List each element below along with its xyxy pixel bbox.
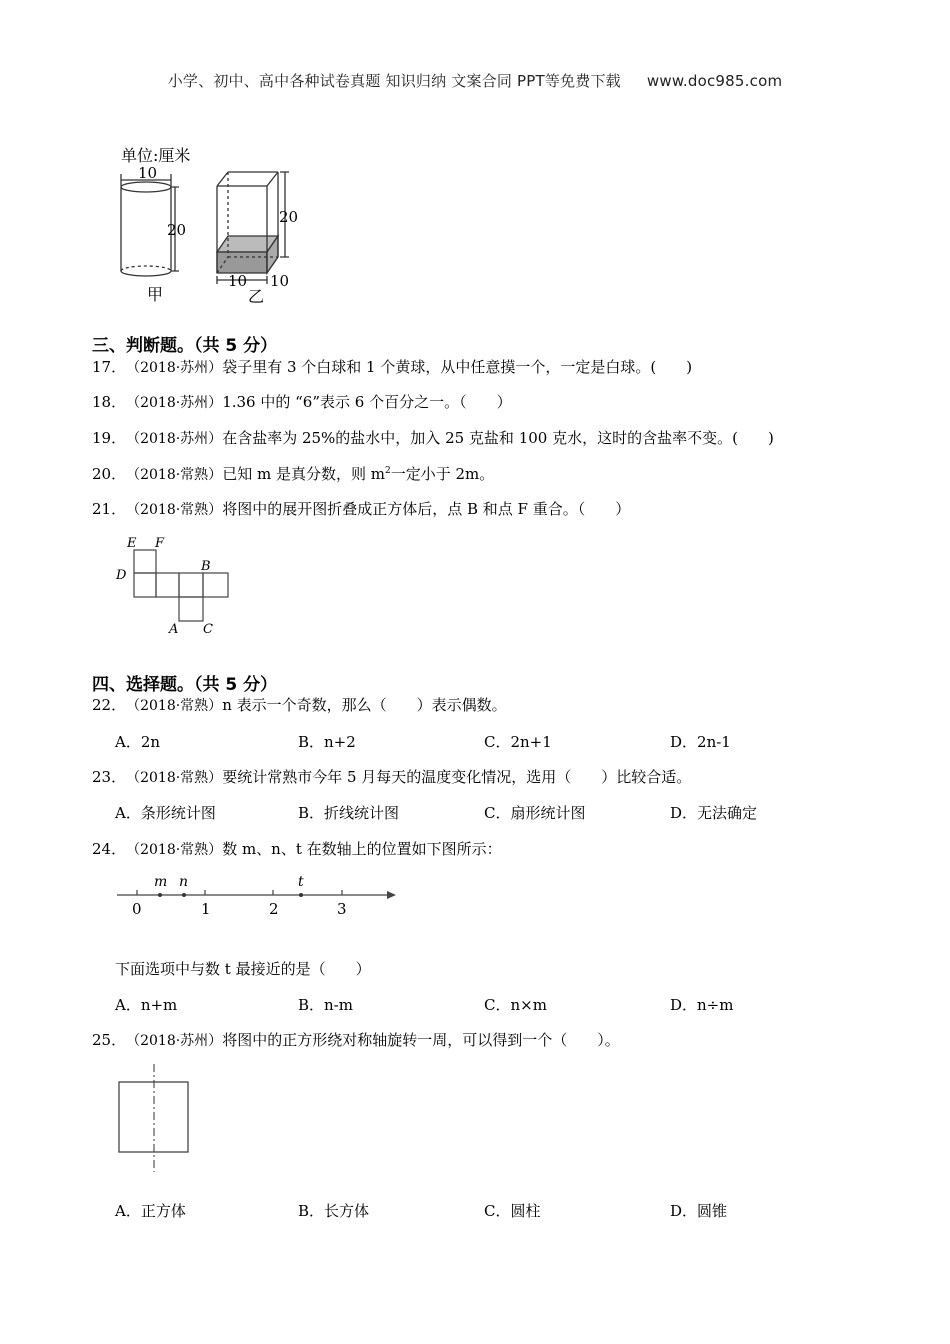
question-23: 23．（2018·常熟）要统计常熟市今年 5 月每天的温度变化情况，选用（ ）比较合适。 xyxy=(92,768,692,786)
net-label-d: D xyxy=(116,568,127,583)
question-21: 21．（2018·常熟）将图中的展开图折叠成正方体后，点 B 和点 F 重合。（ ） xyxy=(92,500,631,518)
q25-option-a[interactable]: A．正方体 xyxy=(115,1202,186,1220)
unit-label: 单位:厘米 xyxy=(121,146,191,165)
net-label-e: E xyxy=(127,536,137,551)
point-n xyxy=(182,893,186,897)
question-17: 17．（2018·苏州）袋子里有 3 个白球和 1 个黄球，从中任意摸一个，一定是白球。( ) xyxy=(92,358,693,376)
cyl-height-label: 20 xyxy=(167,221,187,239)
question-24-follow: 下面选项中与数 t 最接近的是（ ） xyxy=(115,960,371,978)
section4-title: 四、选择题。（共 5 分） xyxy=(92,675,278,695)
net-label-a: A xyxy=(169,622,179,637)
net-label-b: B xyxy=(201,559,211,574)
header-site: www.doc985.com xyxy=(646,72,783,90)
question-20: 20．（2018·常熟）已知 m 是真分数，则 $m^2$一定小于 2m。 xyxy=(92,465,495,483)
box-width-label: 10 xyxy=(228,272,248,290)
q25-option-b[interactable]: B．长方体 xyxy=(298,1202,370,1220)
section3-title: 三、判断题。（共 5 分） xyxy=(92,336,278,356)
q24-option-a[interactable]: A．n+m xyxy=(115,996,178,1014)
question-25: 25．（2018·苏州）将图中的正方形绕对称轴旋转一周，可以得到一个（ ）。 xyxy=(92,1031,620,1049)
box-yi xyxy=(217,172,289,284)
q24-option-b[interactable]: B．n-m xyxy=(298,996,353,1014)
header-text: 小学、初中、高中各种试卷真题 知识归纳 文案合同 PPT等免费下载 xyxy=(167,72,621,90)
point-label-t: t xyxy=(298,874,304,890)
tick-label-3: 3 xyxy=(337,900,347,918)
question-18: 18．（2018·苏州）1.36 中的 “6”表示 6 个百分之一。（ ） xyxy=(92,393,512,411)
box-name: 乙 xyxy=(248,287,265,306)
point-label-m: m xyxy=(154,874,168,890)
q22-option-a[interactable]: A．2n xyxy=(115,733,161,751)
q25-option-c[interactable]: C．圆柱 xyxy=(484,1202,541,1220)
net-label-f: F xyxy=(155,536,165,551)
tick-label-2: 2 xyxy=(269,900,279,918)
cube-net-figure xyxy=(112,532,242,642)
box-depth-label: 10 xyxy=(270,272,290,290)
net-label-c: C xyxy=(203,622,213,637)
point-t xyxy=(299,893,303,897)
q23-option-d[interactable]: D．无法确定 xyxy=(670,804,758,822)
q24-option-d[interactable]: D．n÷m xyxy=(670,996,734,1014)
question-24: 24．（2018·常熟）数 m、n、t 在数轴上的位置如下图所示： xyxy=(92,840,502,858)
q22-option-b[interactable]: B．n+2 xyxy=(298,733,356,751)
point-label-n: n xyxy=(179,874,189,890)
point-m xyxy=(158,893,162,897)
tick-label-1: 1 xyxy=(201,900,211,918)
cyl-name: 甲 xyxy=(147,285,164,304)
question-19: 19．（2018·苏州）在含盐率为 25%的盐水中，加入 25 克盐和 100 克水，这时的含盐率不变。( ) xyxy=(92,429,774,447)
q23-option-b[interactable]: B．折线统计图 xyxy=(298,804,400,822)
question-22: 22．（2018·常熟）n 表示一个奇数，那么（ ）表示偶数。 xyxy=(92,696,507,714)
box-height-label: 20 xyxy=(279,208,299,226)
page-header xyxy=(0,70,950,91)
q25-option-d[interactable]: D．圆锥 xyxy=(670,1202,728,1220)
q24-option-c[interactable]: C．n×m xyxy=(484,996,547,1014)
q22-option-d[interactable]: D．2n-1 xyxy=(670,733,731,751)
cyl-diam-label: 10 xyxy=(138,164,158,182)
q23-option-c[interactable]: C．扇形统计图 xyxy=(484,804,586,822)
square-axis-figure xyxy=(110,1060,200,1180)
q23-option-a[interactable]: A．条形统计图 xyxy=(115,804,216,822)
tick-label-0: 0 xyxy=(132,900,142,918)
container-figure xyxy=(105,140,325,310)
number-line-figure xyxy=(112,870,412,922)
q22-option-c[interactable]: C．2n+1 xyxy=(484,733,552,751)
